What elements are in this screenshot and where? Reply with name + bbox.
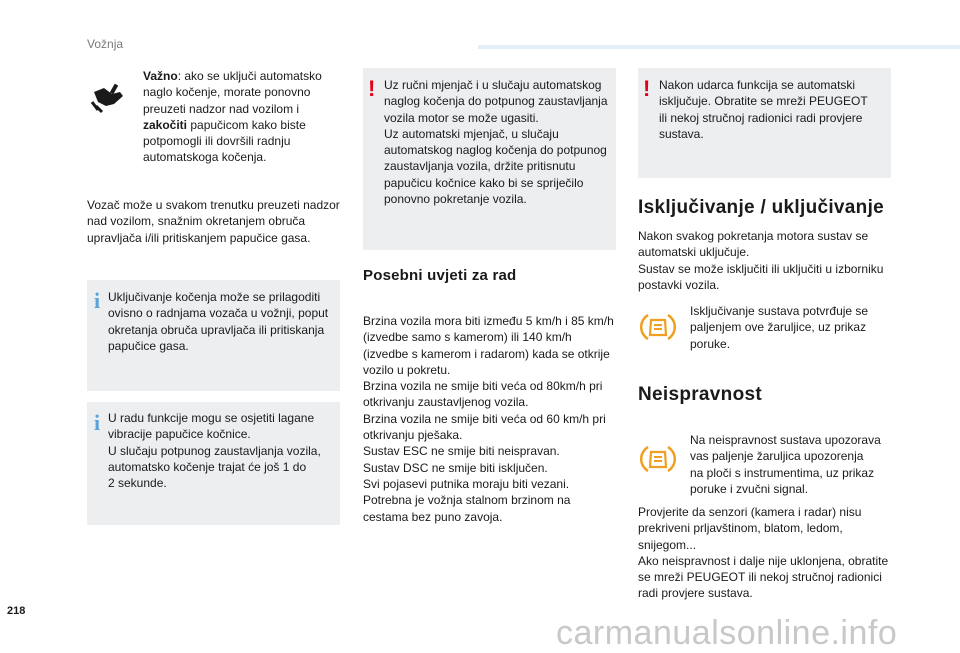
important-note: Važno: ako se uključi automatsko naglo kočenje, morate ponovno preuzeti nadzor nad vozilom i zakočiti papučicom kako biste potpomogli ili dovršili radnju automatskoga kočenja. — [143, 69, 322, 165]
info-box-vibration: i U radu funkcije mogu se osjetiti lagane vibracije papučice kočnice. U slučaju potpunog zaustavljanja vozila, automatsko kočenje trajat će još 1 do 2 sekunde. — [87, 402, 340, 525]
operating-conditions-paragraph: Brzina vozila mora biti između 5 km/h i 85 km/h (izvedbe samo s kamerom) ili 140 km/h (izvedbe s kamerom i radarom) kada se otkrije vozilo u pokretu. Brzina vozila ne smije biti veća od 80km/h pri otkrivanju zaustavljenog vozila. Brzina vozila ne smije biti veća od 60 km/h pri otkrivanju pješaka. Sustav ESC ne smije biti neispravan. Sustav DSC ne smije biti isključen. Svi pojasevi putnika moraju biti vezani. Potrebna je vožnja stalnom brzinom na cestama bez puno zavoja. — [363, 314, 614, 524]
info-icon: i — [94, 288, 101, 313]
header-bar — [478, 45, 960, 49]
hand-brake-icon — [90, 82, 126, 114]
info-box-adaptation: i Uključivanje kočenja može se prilagoditi ovisno o radnjama vozača u vožnji, poput okretanja obruča upravljača ili pritiskanja papučice gasa. — [87, 280, 340, 391]
info-icon: i — [94, 410, 101, 435]
lamp-note-malfunction: Na neispravnost sustava upozorava vas paljenje žaruljica upozorenja na ploči s instrumentima, uz prikaz poruke i zvučni signal. — [690, 433, 881, 496]
page-number: 218 — [7, 605, 26, 617]
deactivation-paragraph: Nakon svakog pokretanja motora sustav se automatski uključuje. Sustav se može isključiti ili uključiti u izborniku postavki vozila. — [638, 229, 884, 292]
malfunction-paragraph: Provjerite da senzori (kamera i radar) nisu prekriveni prljavštinom, blatom, ledom, snijegom... Ako neispravnost i dalje nije uklonjena, obratite se mreži PEUGEOT ili nekoj stručnoj radionici radi provjere sustava. — [638, 505, 889, 601]
brake-warning-lamp-icon — [640, 443, 676, 475]
section-heading: Isključivanje / uključivanje — [638, 197, 885, 218]
section-heading: Posebni uvjeti za rad — [363, 267, 517, 284]
driver-override-paragraph: Vozač može u svakom trenutku preuzeti nadzor nad vozilom, snažnim okretanjem obruča upravljača i/ili pritiskanjem papučice gasa. — [87, 198, 340, 245]
warning-box-engine: ! Uz ručni mjenjač i u slučaju automatskog naglog kočenja do potpunog zaustavljanja vozila motor se može ugasiti. Uz automatski mjenjač, u slučaju automatskog naglog kočenja do potpunog zaustavljanja vozila, držite pritisnutu papučicu kočnice kako bi se spriječilo ponovno pokretanje vozila. — [363, 68, 616, 250]
section-heading: Neispravnost — [638, 384, 762, 405]
warning-icon: ! — [643, 76, 651, 101]
brake-warning-lamp-icon — [640, 311, 676, 343]
running-header: Vožnja — [87, 37, 124, 51]
lamp-note-deactivation: Isključivanje sustava potvrđuje se paljenjem ove žaruljice, uz prikaz poruke. — [690, 304, 869, 351]
watermark: carmanualsonline.info — [556, 614, 898, 652]
warning-box-impact: ! Nakon udarca funkcija se automatski isključuje. Obratite se mreži PEUGEOT ili nekoj stručnoj radionici radi provjere sustava. — [638, 68, 891, 178]
warning-icon: ! — [368, 76, 376, 101]
